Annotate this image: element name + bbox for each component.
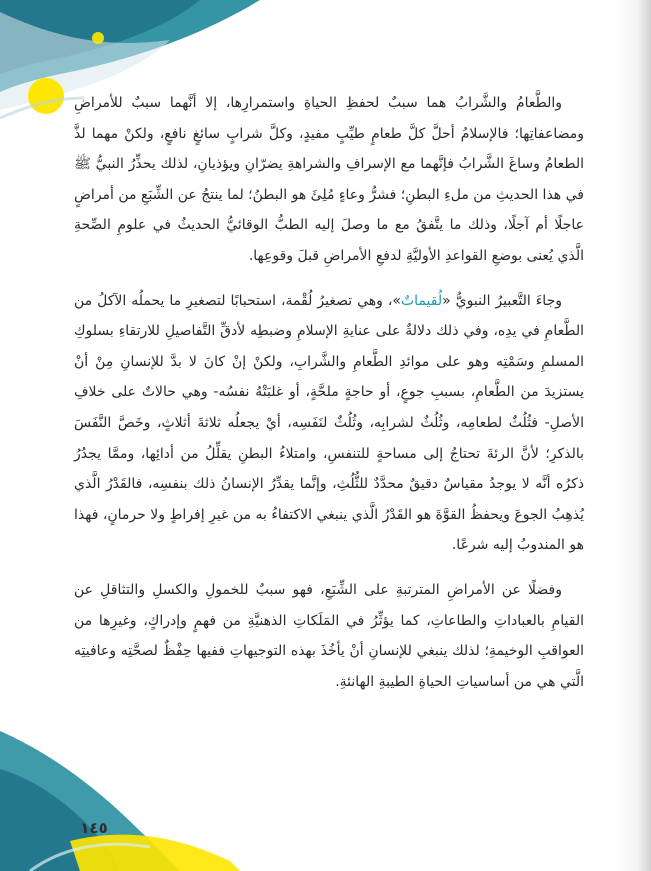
paragraph-3: وفضلًا عن الأمراضِ المترتبةِ على الشِّبَعِ، فهو سببٌ للخمولِ والكسلِ والتثاقلِ عن القيامِ بالعباداتِ والطاعاتِ، كما يؤثِّرُ في المَلَكاتِ الذهنيَّةِ من فهمٍ وإدراكٍ، وغيرِها من العواقبِ الوخيمةِ؛ لذلك ينبغي للإنسانِ أنْ يأخُذَ بهذه التوجيهاتِ ففيها حِفْظٌ لصحَّتِه وعافيتِه الَّتي هي من أساسياتِ الحياةِ الطيبةِ الهانئةِ. xyxy=(74,581,584,690)
page-number: ١٤٥ xyxy=(80,819,108,837)
bottom-left-decoration xyxy=(0,721,240,871)
paragraph-2-body: »، وهي تصغيرُ لُقْمة، استحبابًا لتصغيرِ ما يحملُه الآكلُ من الطَّعامِ في يدِه، وفي ذلك دلالةٌ على عنايةِ الإسلامِ وضبطِه لأدقِّ التَّفاصيلِ للارتقاءِ بسلوكِ المسلمِ وسَمْتِه وهو على موائدِ الطَّعامِ والشَّرابِ، ولكنْ إنْ كانَ لا بدَّ للإنسانِ مِنْ أنْ يستزيدَ من الطَّعامِ، بسببِ جوعٍ، أو حاجةٍ ملحَّةٍ، أو غلبَتْهُ نفسُه- وهي حالاتٌ على خلافِ الأصلِ- فثُلُثٌ لطعامِه، وثُلُثٌ لشرابِه، وثُلُثٌ لنَفَسِه، أيْ يجعلُه ثلاثةَ أثلاثٍ، وخَصَّ النَّفَسَ بالذكرِ؛ لأنَّ الرئةَ تحتاجُ إلى مساحةٍ للتنفسِ، وامتلاءُ البطنِ يقلِّلُ من أدائِها، وممَّا يجدُرُ ذكرُه أنَّه لا يوجدُ مقياسٌ دقيقٌ محدَّدٌ للثُّلُثِ، وإنَّما يقدِّرُ الإنسانُ ذلك بنفسِه، فالقَدْرُ الَّذي يُذهِبُ الجوعَ ويحفظُ القوَّةَ هو القَدْرُ الَّذي ينبغي الاكتفاءُ به من غيرِ إفراطٍ ولا حرمانٍ، فهذا هو المندوبُ إليه شرعًا. xyxy=(74,292,584,554)
highlighted-term: لُقيماتٌ xyxy=(401,292,443,309)
paragraph-2 xyxy=(74,286,584,561)
paragraph-1: والطَّعامُ والشَّرابُ هما سببٌ لحفظِ الحياةِ واستمرارِها، إلا أنَّهما سببٌ للأمراضِ ومضاعفاتِها؛ فالإسلامُ أحلَّ كلَّ طعامٍ طيِّبٍ مفيدٍ، وكلَّ شرابٍ سائغٍ نافعٍ، ولكنْ مهما لذَّ الطعامُ وساغَ الشَّرابُ فإنَّهما مع الإسرافِ والشراهةِ يضرّانِ ويؤذيانِ، لذلك يحذِّرُ النبيُّ ﷺ في هذا الحديثِ من ملءِ البطنِ؛ فشرُّ وعاءٍ مُلِئَ هو البطنُ؛ لما ينتجُ عن الشِّبَعِ من أمراضٍ عاجلًا أم آجلًا، وذلك ما يتَّفقُ مع ما وصلَ إليه الطبُّ الوقائيُّ الحديثُ في علومِ الصِّحةِ الَّذي يُعنى بوضعِ القواعدِ الأوليَّةِ لدفعِ الأمراضِ قبلَ وقوعِها. xyxy=(74,95,584,264)
page-edge-shadow xyxy=(617,0,651,871)
body-text xyxy=(74,88,584,711)
paragraph-2-intro: وجاءَ التَّعبيرُ النبويُّ « xyxy=(442,292,562,309)
